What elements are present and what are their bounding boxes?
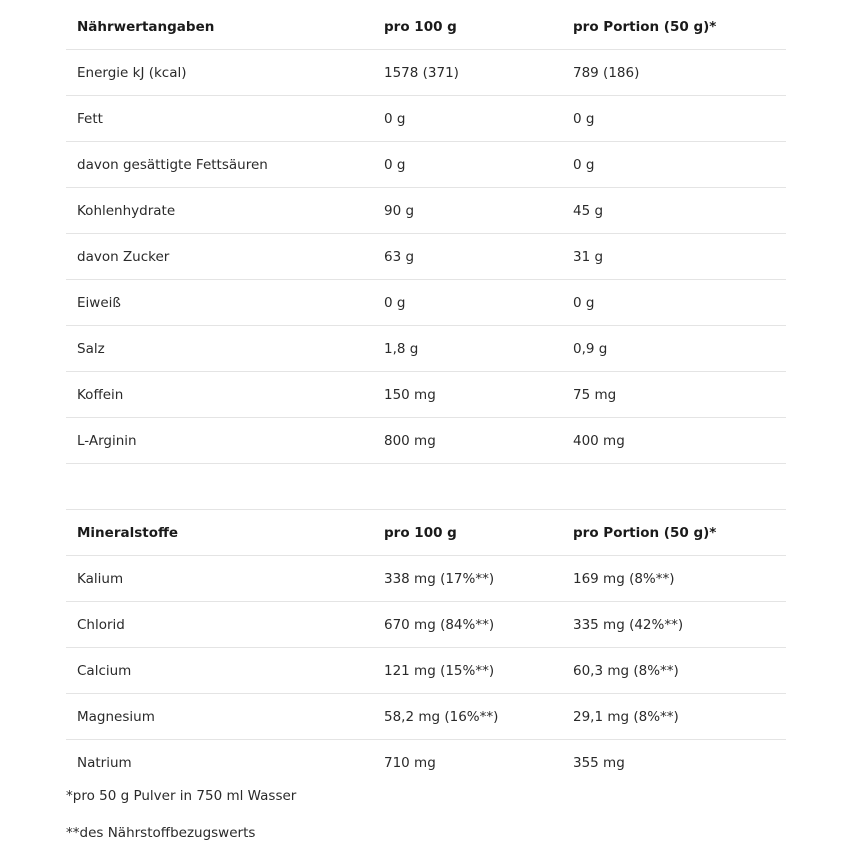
- header-cell-label: Nährwertangaben: [77, 19, 215, 35]
- table-row: [66, 694, 786, 740]
- value-per-100g: 1,8 g: [384, 341, 419, 357]
- value-per-portion: 60,3 mg (8%**): [573, 663, 679, 679]
- value-per-100g: 1578 (371): [384, 65, 459, 81]
- value-per-portion: 0,9 g: [573, 341, 608, 357]
- header-cell-per-100g: pro 100 g: [384, 525, 457, 541]
- value-per-portion: 29,1 mg (8%**): [573, 709, 679, 725]
- value-per-portion: 0 g: [573, 295, 595, 311]
- value-per-portion: 335 mg (42%**): [573, 617, 684, 633]
- value-per-100g: 63 g: [384, 249, 415, 265]
- header-cell-per-100g: pro 100 g: [384, 19, 457, 35]
- table-row: [66, 280, 786, 326]
- value-per-100g: 0 g: [384, 157, 406, 173]
- table-row: [66, 50, 786, 96]
- nutrient-name: davon Zucker: [77, 249, 170, 265]
- value-per-portion: 355 mg: [573, 755, 625, 771]
- nutrition-table: [66, 4, 786, 510]
- value-per-100g: 338 mg (17%**): [384, 571, 495, 587]
- value-per-100g: 121 mg (15%**): [384, 663, 495, 679]
- nutrient-name: Salz: [77, 341, 105, 357]
- table-row: [66, 96, 786, 142]
- value-per-portion: 75 mg: [573, 387, 617, 403]
- footnote-reference-value: **des Nährstoffbezugswerts: [66, 825, 256, 841]
- nutrient-name: Eiweiß: [77, 295, 121, 311]
- value-per-100g: 0 g: [384, 295, 406, 311]
- table-row: [66, 234, 786, 280]
- footnote-portion: *pro 50 g Pulver in 750 ml Wasser: [66, 788, 297, 804]
- table-row: [66, 418, 786, 464]
- table-row: [66, 648, 786, 694]
- value-per-portion: 789 (186): [573, 65, 640, 81]
- nutrient-name: L-Arginin: [77, 433, 137, 449]
- value-per-portion: 400 mg: [573, 433, 625, 449]
- table-row: [66, 326, 786, 372]
- table-row: [66, 372, 786, 418]
- minerals-header-row: [66, 510, 786, 556]
- mineral-name: Magnesium: [77, 709, 155, 725]
- nutrient-name: Koffein: [77, 387, 124, 403]
- mineral-name: Chlorid: [77, 617, 125, 633]
- value-per-portion: 0 g: [573, 157, 595, 173]
- table-row: [66, 188, 786, 234]
- value-per-portion: 45 g: [573, 203, 604, 219]
- table-row: [66, 740, 786, 786]
- mineral-name: Calcium: [77, 663, 132, 679]
- value-per-portion: 0 g: [573, 111, 595, 127]
- mineral-name: Kalium: [77, 571, 124, 587]
- value-per-portion: 169 mg (8%**): [573, 571, 675, 587]
- value-per-100g: 800 mg: [384, 433, 436, 449]
- table-row: [66, 142, 786, 188]
- nutrient-name: Kohlenhydrate: [77, 203, 176, 219]
- nutrient-name: Energie kJ (kcal): [77, 65, 187, 81]
- table-row: [66, 556, 786, 602]
- minerals-table: [66, 510, 786, 786]
- value-per-100g: 710 mg: [384, 755, 436, 771]
- nutrition-header-row: [66, 4, 786, 50]
- value-per-portion: 31 g: [573, 249, 604, 265]
- value-per-100g: 670 mg (84%**): [384, 617, 495, 633]
- header-cell-per-portion: pro Portion (50 g)*: [573, 525, 717, 541]
- table-spacer-row: [66, 464, 786, 510]
- header-cell-label: Mineralstoffe: [77, 525, 179, 541]
- table-row: [66, 602, 786, 648]
- value-per-100g: 150 mg: [384, 387, 436, 403]
- header-cell-per-portion: pro Portion (50 g)*: [573, 19, 717, 35]
- value-per-100g: 0 g: [384, 111, 406, 127]
- nutrient-name: Fett: [77, 111, 103, 127]
- value-per-100g: 90 g: [384, 203, 415, 219]
- value-per-100g: 58,2 mg (16%**): [384, 709, 499, 725]
- mineral-name: Natrium: [77, 755, 132, 771]
- nutrient-name: davon gesättigte Fettsäuren: [77, 157, 268, 173]
